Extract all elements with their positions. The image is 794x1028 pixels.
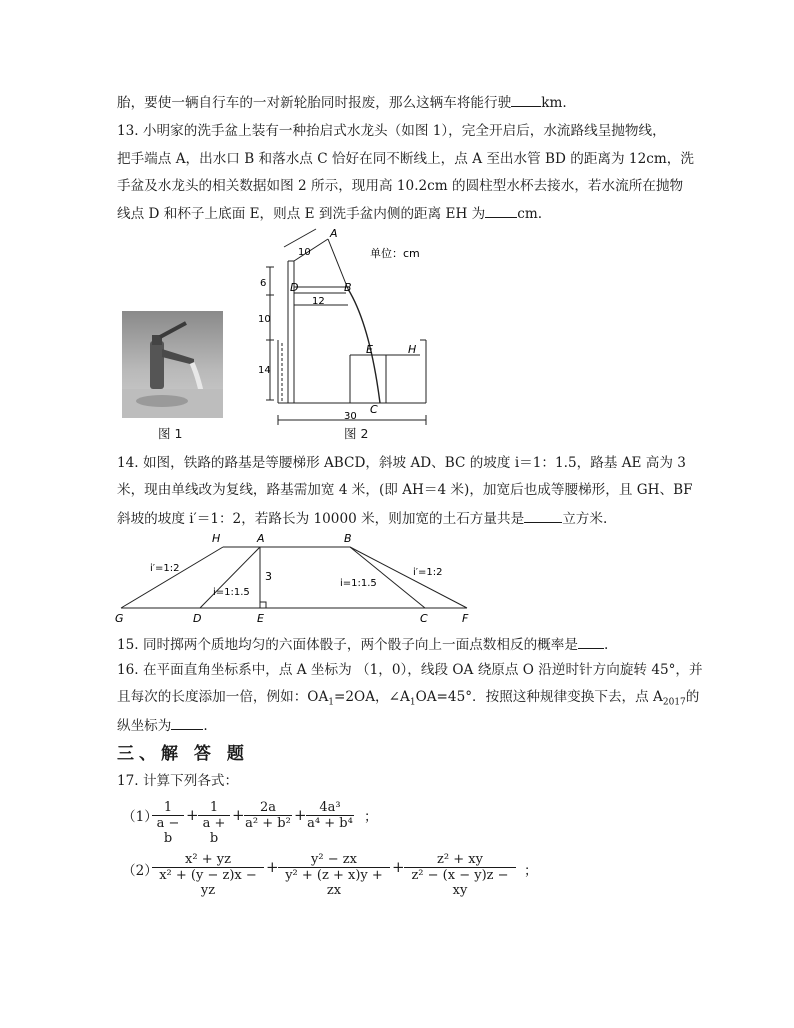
section-heading: 三、解 答 题 [117, 744, 249, 764]
plus-sign: + [232, 806, 245, 824]
denominator: y² + (z + x)y + zx [278, 867, 390, 898]
question-14-line-3 [117, 508, 607, 528]
numerator: z² + xy [437, 852, 483, 867]
text: km. [541, 95, 567, 111]
text: . [603, 637, 609, 653]
plus-sign: + [266, 858, 279, 876]
numerator: 1 [209, 800, 219, 815]
text: 斜坡的坡度 i′＝1：2，若路长为 10000 米，则加宽的土石方量共是 [117, 511, 525, 527]
text: =2OA，∠A [334, 689, 410, 705]
unit-label: 单位：cm [370, 247, 420, 260]
point-label-a: A [330, 227, 338, 240]
part-1-label: （1） [122, 809, 158, 825]
fraction [152, 800, 184, 846]
text: 且每次的长度添加一倍，例如：OA [117, 689, 329, 705]
denominator: z² − (x − y)z − xy [404, 867, 516, 898]
slope-label-left-inner: i=1:1.5 [213, 587, 250, 598]
question-13-line-3: 手盆及水龙头的相关数据如图 2 所示，现用高 10.2cm 的圆柱型水杯去接水，若水流所在抛物 [117, 178, 684, 194]
text: 纵坐标为 [117, 718, 172, 734]
figure-2-diagram [258, 225, 438, 440]
faucet-icon [122, 311, 223, 418]
point-label-f: F [462, 612, 469, 625]
question-13-line-2: 把手端点 A，出水口 B 和落水点 C 恰好在同不断线上，点 A 至出水管 BD 的距离为 12cm，洗 [117, 151, 694, 167]
question-17: 17. 计算下列各式： [117, 773, 239, 789]
question-15 [117, 634, 608, 654]
answer-blank[interactable] [171, 715, 203, 730]
text: OA=45°．按照这种规律变换下去，点 A [415, 689, 663, 705]
text: . [203, 718, 208, 734]
answer-blank[interactable] [511, 92, 541, 107]
fraction [244, 800, 292, 831]
point-label-b: B [344, 281, 352, 294]
text: 立方米. [562, 511, 608, 527]
fraction [198, 800, 230, 846]
answer-blank[interactable] [485, 203, 517, 218]
question-13-line-1: 13. 小明家的洗手盆上装有一种抬启式水龙头（如图 1），完全开启后，水流路线呈抛物线， [117, 123, 666, 139]
subscript: 2017 [662, 697, 686, 708]
denominator: a⁴ + b⁴ [307, 816, 353, 831]
question-16-line-3 [117, 715, 208, 735]
dimension-10-arm: 10 [298, 247, 311, 258]
numerator: 2a [259, 800, 277, 815]
text: 线点 D 和杯子上底面 E，则点 E 到洗手盆内侧的距离 EH 为 [117, 206, 486, 222]
height-label: 3 [265, 570, 272, 583]
point-label-h: H [408, 343, 417, 356]
point-label-d: D [290, 281, 299, 294]
question-16-line-2 [117, 688, 699, 712]
question-13-line-4 [117, 203, 542, 223]
numerator: x² + yz [185, 852, 231, 867]
slope-label-right-inner: i=1:1.5 [340, 578, 377, 589]
denominator: a − b [152, 815, 184, 846]
semicolon: ； [364, 809, 378, 825]
fraction [278, 852, 390, 898]
figure-2-caption: 图 2 [344, 426, 369, 441]
point-label-b: B [344, 532, 352, 545]
text: cm. [517, 206, 543, 222]
text: 15. 同时掷两个质地均匀的六面体骰子，两个骰子向上一面点数相反的概率是 [117, 637, 578, 653]
point-label-e: E [257, 612, 264, 625]
point-label-c: C [420, 612, 428, 625]
question-14-line-2: 米，现由单线改为复线，路基需加宽 4 米，(即 AH＝4 米)，加宽后也成等腰梯形，且 GH、BF [117, 482, 693, 498]
question-14-line-1: 14. 如图，铁路的路基是等腰梯形 ABCD，斜坡 AD、BC 的坡度 i＝1：1.5，路基 AE 高为 3 [117, 455, 686, 471]
plus-sign: + [392, 858, 405, 876]
dimension-10: 10 [258, 314, 271, 325]
railway-trapezoid-diagram [115, 530, 475, 626]
question-16-line-1: 16. 在平面直角坐标系中，点 A 坐标为 （1，0），线段 OA 绕原点 O 沿逆时针方向旋转 45°，并 [117, 662, 703, 678]
point-label-d: D [193, 612, 202, 625]
point-label-c: C [370, 403, 378, 416]
text: 的 [685, 689, 700, 705]
text: 胎，要使一辆自行车的一对新轮胎同时报废，那么这辆车将能行驶 [117, 95, 512, 111]
numerator: 1 [163, 800, 173, 815]
dimension-30: 30 [344, 411, 357, 422]
numerator: 4a³ [319, 800, 341, 815]
semicolon: ； [524, 863, 538, 879]
subscript: 1 [409, 697, 416, 708]
point-label-a: A [257, 532, 265, 545]
plus-sign: + [294, 806, 307, 824]
answer-blank[interactable] [524, 508, 562, 523]
point-label-e: E [366, 343, 373, 356]
numerator: y² − zx [311, 852, 357, 867]
part-2-label: （2） [122, 863, 158, 879]
point-label-g: G [115, 612, 124, 625]
dimension-12: 12 [312, 296, 325, 307]
slope-label-left-outer: i′=1:2 [150, 563, 180, 574]
fraction [152, 852, 264, 898]
faucet-photo [122, 311, 223, 418]
point-label-h: H [212, 532, 221, 545]
line-fragment [117, 92, 567, 112]
denominator: a² + b² [245, 816, 291, 831]
slope-label-right-outer: i′=1:2 [413, 567, 443, 578]
fraction [306, 800, 354, 831]
dimension-6: 6 [260, 278, 267, 289]
plus-sign: + [186, 806, 199, 824]
dimension-14: 14 [258, 365, 271, 376]
denominator: a + b [198, 815, 230, 846]
fraction [404, 852, 516, 898]
answer-blank[interactable] [578, 634, 604, 649]
figure-1-caption: 图 1 [158, 426, 183, 441]
denominator: x² + (y − z)x − yz [152, 867, 264, 898]
subscript: 1 [328, 697, 335, 708]
